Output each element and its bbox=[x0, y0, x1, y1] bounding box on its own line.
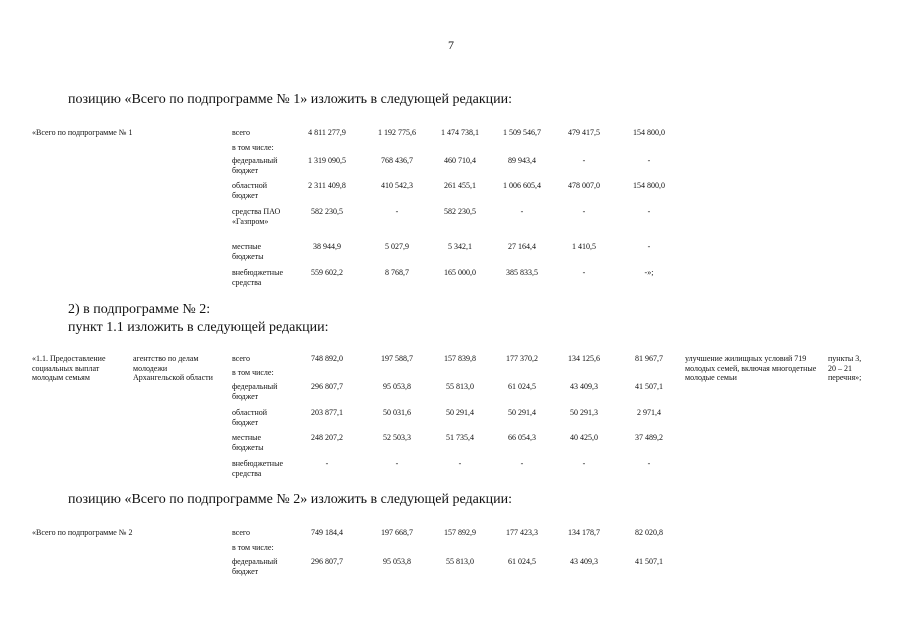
block1-source-federal: федеральный бюджет bbox=[232, 156, 278, 175]
block2-federal-value: 95 053,8 bbox=[383, 382, 411, 391]
block2-source-federal: федеральный бюджет bbox=[232, 382, 278, 401]
block1-local-value: 1 410,5 bbox=[572, 242, 596, 251]
block1-local-value: 38 944,9 bbox=[313, 242, 341, 251]
block2-source-total: всего bbox=[232, 354, 251, 363]
block2-total-value: 157 839,8 bbox=[444, 354, 476, 363]
block2-total-value: 81 967,7 bbox=[635, 354, 663, 363]
block3-federal-value: 95 053,8 bbox=[383, 557, 411, 566]
block1-gazprom-value: 582 230,5 bbox=[311, 207, 343, 216]
block1-local-value: 5 027,9 bbox=[385, 242, 409, 251]
block2-extrabudgetary-value: - bbox=[395, 459, 399, 468]
block3-total-value: 197 668,7 bbox=[381, 528, 413, 537]
block2-local-value: 248 207,2 bbox=[311, 433, 343, 442]
block2-points: пункты 3, 20 – 21 перечня»; bbox=[828, 354, 862, 382]
block3-total-value: 157 892,9 bbox=[444, 528, 476, 537]
block1-source-extrabudgetary: внебюджетные средства bbox=[232, 268, 283, 287]
block3-total-value: 82 020,8 bbox=[635, 528, 663, 537]
block3-total-value: 134 178,7 bbox=[568, 528, 600, 537]
heading-subprogram-2: 2) в подпрограмме № 2: bbox=[68, 302, 211, 317]
heading-point-1-1: пункт 1.1 изложить в следующей редакции: bbox=[68, 320, 329, 335]
heading-subprogram-1-total: позицию «Всего по подпрограмме № 1» изложить в следующей редакции: bbox=[68, 92, 513, 107]
page-number: 7 bbox=[448, 38, 454, 52]
block2-federal-value: 43 409,3 bbox=[570, 382, 598, 391]
block1-total-value: 1 192 775,6 bbox=[378, 128, 416, 137]
block3-federal-value: 43 409,3 bbox=[570, 557, 598, 566]
block2-local-value: 40 425,0 bbox=[570, 433, 598, 442]
block2-extrabudgetary-value: - bbox=[582, 459, 586, 468]
block3-source-including: в том числе: bbox=[232, 543, 274, 552]
block1-regional-value: 478 007,0 bbox=[568, 181, 600, 190]
block1-federal-value: 768 436,7 bbox=[381, 156, 413, 165]
block2-label: «1.1. Предоставление социальных выплат молодым семьям bbox=[32, 354, 106, 382]
block1-label: «Всего по подпрограмме № 1 bbox=[32, 128, 133, 137]
block2-regional-value: 50 031,6 bbox=[383, 408, 411, 417]
block2-local-value: 51 735,4 bbox=[446, 433, 474, 442]
block1-regional-value: 154 800,0 bbox=[633, 181, 665, 190]
block1-source-total: всего bbox=[232, 128, 251, 137]
block3-total-value: 177 423,3 bbox=[506, 528, 538, 537]
block2-total-value: 177 370,2 bbox=[506, 354, 538, 363]
block2-regional-value: 50 291,4 bbox=[508, 408, 536, 417]
block1-federal-value: - bbox=[582, 156, 586, 165]
block2-extrabudgetary-value: - bbox=[458, 459, 462, 468]
heading-subprogram-2-total: позицию «Всего по подпрограмме № 2» изложить в следующей редакции: bbox=[68, 492, 513, 507]
block1-source-local: местные бюджеты bbox=[232, 242, 264, 261]
block1-source-gazprom: средства ПАО «Газпром» bbox=[232, 207, 281, 226]
block1-federal-value: 1 319 090,5 bbox=[308, 156, 346, 165]
block2-extrabudgetary-value: - bbox=[325, 459, 329, 468]
block1-source-including: в том числе: bbox=[232, 143, 274, 152]
block2-source-regional: областной бюджет bbox=[232, 408, 268, 427]
block1-total-value: 1 509 546,7 bbox=[503, 128, 541, 137]
block2-regional-value: 2 971,4 bbox=[637, 408, 661, 417]
block2-federal-value: 41 507,1 bbox=[635, 382, 663, 391]
block1-local-value: - bbox=[647, 242, 651, 251]
block2-source-including: в том числе: bbox=[232, 368, 274, 377]
block3-source-total: всего bbox=[232, 528, 251, 537]
block3-total-value: 749 184,4 bbox=[311, 528, 343, 537]
block2-total-value: 134 125,6 bbox=[568, 354, 600, 363]
block2-federal-value: 55 813,0 bbox=[446, 382, 474, 391]
block3-source-federal: федеральный бюджет bbox=[232, 557, 278, 576]
block3-federal-value: 55 813,0 bbox=[446, 557, 474, 566]
block1-federal-value: - bbox=[647, 156, 651, 165]
block2-result: улучшение жилищных условий 719 молодых семей, включая многодетные молодые семьи bbox=[685, 354, 817, 382]
block2-local-value: 52 503,3 bbox=[383, 433, 411, 442]
block2-regional-value: 203 877,1 bbox=[311, 408, 343, 417]
block1-regional-value: 1 006 605,4 bbox=[503, 181, 541, 190]
block1-extrabudgetary-value: 8 768,7 bbox=[385, 268, 409, 277]
block1-local-value: 5 342,1 bbox=[448, 242, 472, 251]
block1-gazprom-value: - bbox=[395, 207, 399, 216]
block3-federal-value: 41 507,1 bbox=[635, 557, 663, 566]
block2-extrabudgetary-value: - bbox=[520, 459, 524, 468]
block1-extrabudgetary-value: -»; bbox=[644, 268, 654, 277]
block2-local-value: 37 489,2 bbox=[635, 433, 663, 442]
block1-total-value: 4 811 277,9 bbox=[308, 128, 346, 137]
block1-gazprom-value: - bbox=[647, 207, 651, 216]
block3-federal-value: 61 024,5 bbox=[508, 557, 536, 566]
block1-federal-value: 460 710,4 bbox=[444, 156, 476, 165]
block1-extrabudgetary-value: 559 602,2 bbox=[311, 268, 343, 277]
block1-gazprom-value: - bbox=[520, 207, 524, 216]
block2-executor: агентство по делам молодежи Архангельской области bbox=[133, 354, 213, 382]
block1-extrabudgetary-value: 165 000,0 bbox=[444, 268, 476, 277]
block1-total-value: 479 417,5 bbox=[568, 128, 600, 137]
block2-local-value: 66 054,3 bbox=[508, 433, 536, 442]
block1-total-value: 1 474 738,1 bbox=[441, 128, 479, 137]
block1-regional-value: 410 542,3 bbox=[381, 181, 413, 190]
block2-source-extrabudgetary: внебюджетные средства bbox=[232, 459, 283, 478]
block2-regional-value: 50 291,3 bbox=[570, 408, 598, 417]
block2-regional-value: 50 291,4 bbox=[446, 408, 474, 417]
block2-extrabudgetary-value: - bbox=[647, 459, 651, 468]
block2-federal-value: 296 807,7 bbox=[311, 382, 343, 391]
block1-regional-value: 2 311 409,8 bbox=[308, 181, 346, 190]
block2-federal-value: 61 024,5 bbox=[508, 382, 536, 391]
block3-federal-value: 296 807,7 bbox=[311, 557, 343, 566]
block1-extrabudgetary-value: 385 833,5 bbox=[506, 268, 538, 277]
block3-label: «Всего по подпрограмме № 2 bbox=[32, 528, 133, 537]
block2-source-local: местные бюджеты bbox=[232, 433, 264, 452]
block1-gazprom-value: 582 230,5 bbox=[444, 207, 476, 216]
block1-regional-value: 261 455,1 bbox=[444, 181, 476, 190]
block1-extrabudgetary-value: - bbox=[582, 268, 586, 277]
block2-total-value: 748 892,0 bbox=[311, 354, 343, 363]
block1-federal-value: 89 943,4 bbox=[508, 156, 536, 165]
block1-gazprom-value: - bbox=[582, 207, 586, 216]
block1-local-value: 27 164,4 bbox=[508, 242, 536, 251]
block1-source-regional: областной бюджет bbox=[232, 181, 268, 200]
block2-total-value: 197 588,7 bbox=[381, 354, 413, 363]
block1-total-value: 154 800,0 bbox=[633, 128, 665, 137]
